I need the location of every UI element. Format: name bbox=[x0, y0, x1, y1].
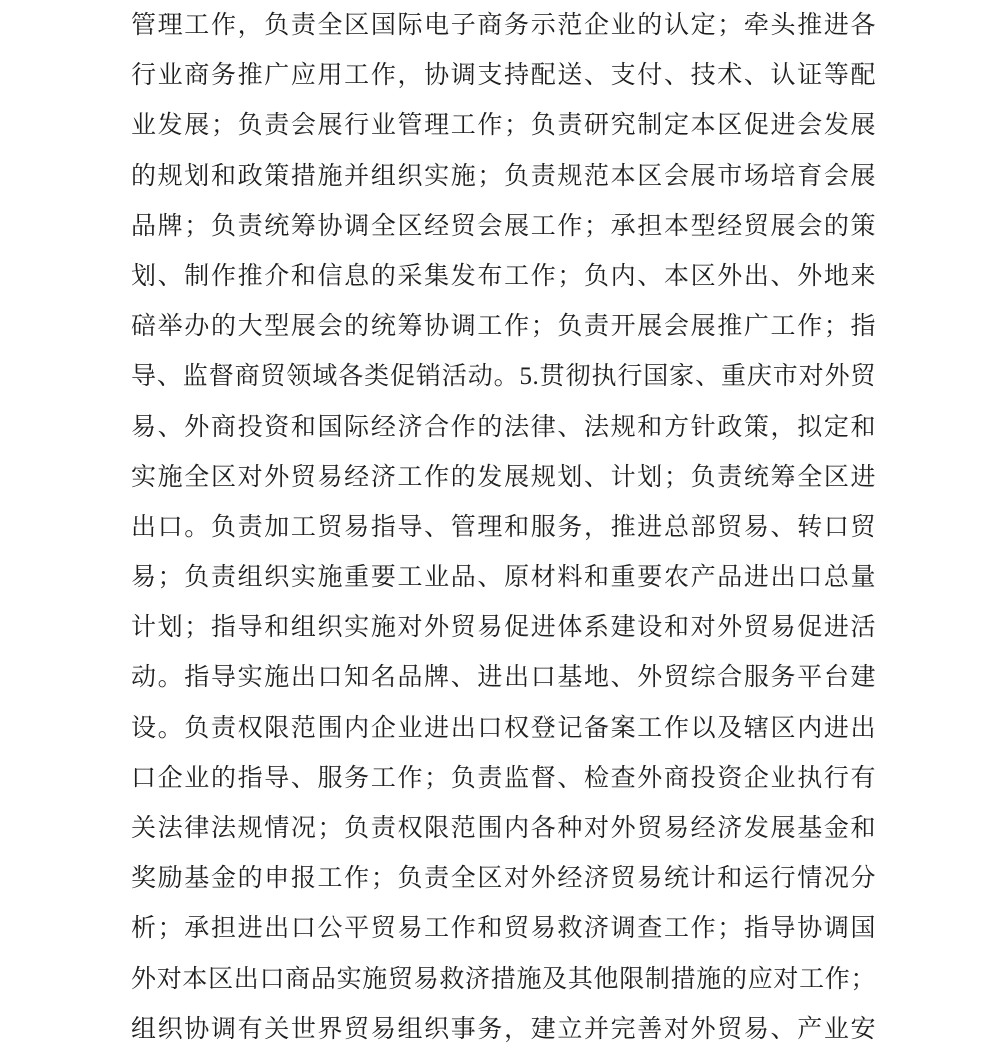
text-line: 设。负责权限范围内企业进出口权登记备案工作以及辖区内进出 bbox=[131, 714, 876, 742]
text-line: 外对本区出口商品实施贸易救济措施及其他限制措施的应对工作； bbox=[131, 965, 876, 993]
text-line: 析；承担进出口公平贸易工作和贸易救济调查工作；指导协调国 bbox=[131, 915, 876, 943]
text-line: 品牌；负责统筹协调全区经贸会展工作；承担本型经贸展会的策 bbox=[131, 212, 876, 240]
text-block bbox=[131, 1, 876, 1055]
text-line: 管理工作，负责全区国际电子商务示范企业的认定；牵头推进各 bbox=[131, 12, 876, 39]
text-line: 实施全区对外贸易经济工作的发展规划、计划；负责统筹全区进 bbox=[131, 463, 876, 491]
text-line: 口企业的指导、服务工作；负责监督、检查外商投资企业执行有 bbox=[131, 764, 876, 792]
text-line: 关法律法规情况；负责权限范围内各种对外贸易经济发展基金和 bbox=[131, 815, 876, 842]
text-line: 动。指导实施出口知名品牌、进出口基地、外贸综合服务平台建 bbox=[131, 664, 876, 692]
text-line: 的规划和政策措施并组织实施；负责规范本区会展市场培育会展 bbox=[131, 162, 876, 190]
text-line: 计划；指导和组织实施对外贸易促进体系建设和对外贸易促进活 bbox=[131, 614, 876, 642]
text-line: 划、制作推介和信息的采集发布工作；负内、本区外出、外地来 bbox=[131, 262, 876, 290]
text-line: 碚举办的大型展会的统筹协调工作；负责开展会展推广工作；指 bbox=[131, 313, 876, 341]
text-line: 易、外商投资和国际经济合作的法律、法规和方针政策，拟定和 bbox=[131, 413, 876, 441]
text-line: 业发展；负责会展行业管理工作；负责研究制定本区促进会发展 bbox=[131, 112, 876, 140]
text-line: 行业商务推广应用工作，协调支持配送、支付、技术、认证等配 bbox=[131, 62, 876, 90]
text-line: 奖励基金的申报工作；负责全区对外经济贸易统计和运行情况分 bbox=[131, 865, 876, 893]
text-line: 组织协调有关世界贸易组织事务，建立并完善对外贸易、产业安 bbox=[131, 1015, 876, 1043]
text-line: 易；负责组织实施重要工业品、原材料和重要农产品进出口总量 bbox=[131, 564, 876, 592]
text-line: 导、监督商贸领域各类促销活动。5.贯彻执行国家、重庆市对外贸 bbox=[131, 363, 876, 391]
text-line: 出口。负责加工贸易指导、管理和服务，推进总部贸易、转口贸 bbox=[131, 513, 876, 541]
